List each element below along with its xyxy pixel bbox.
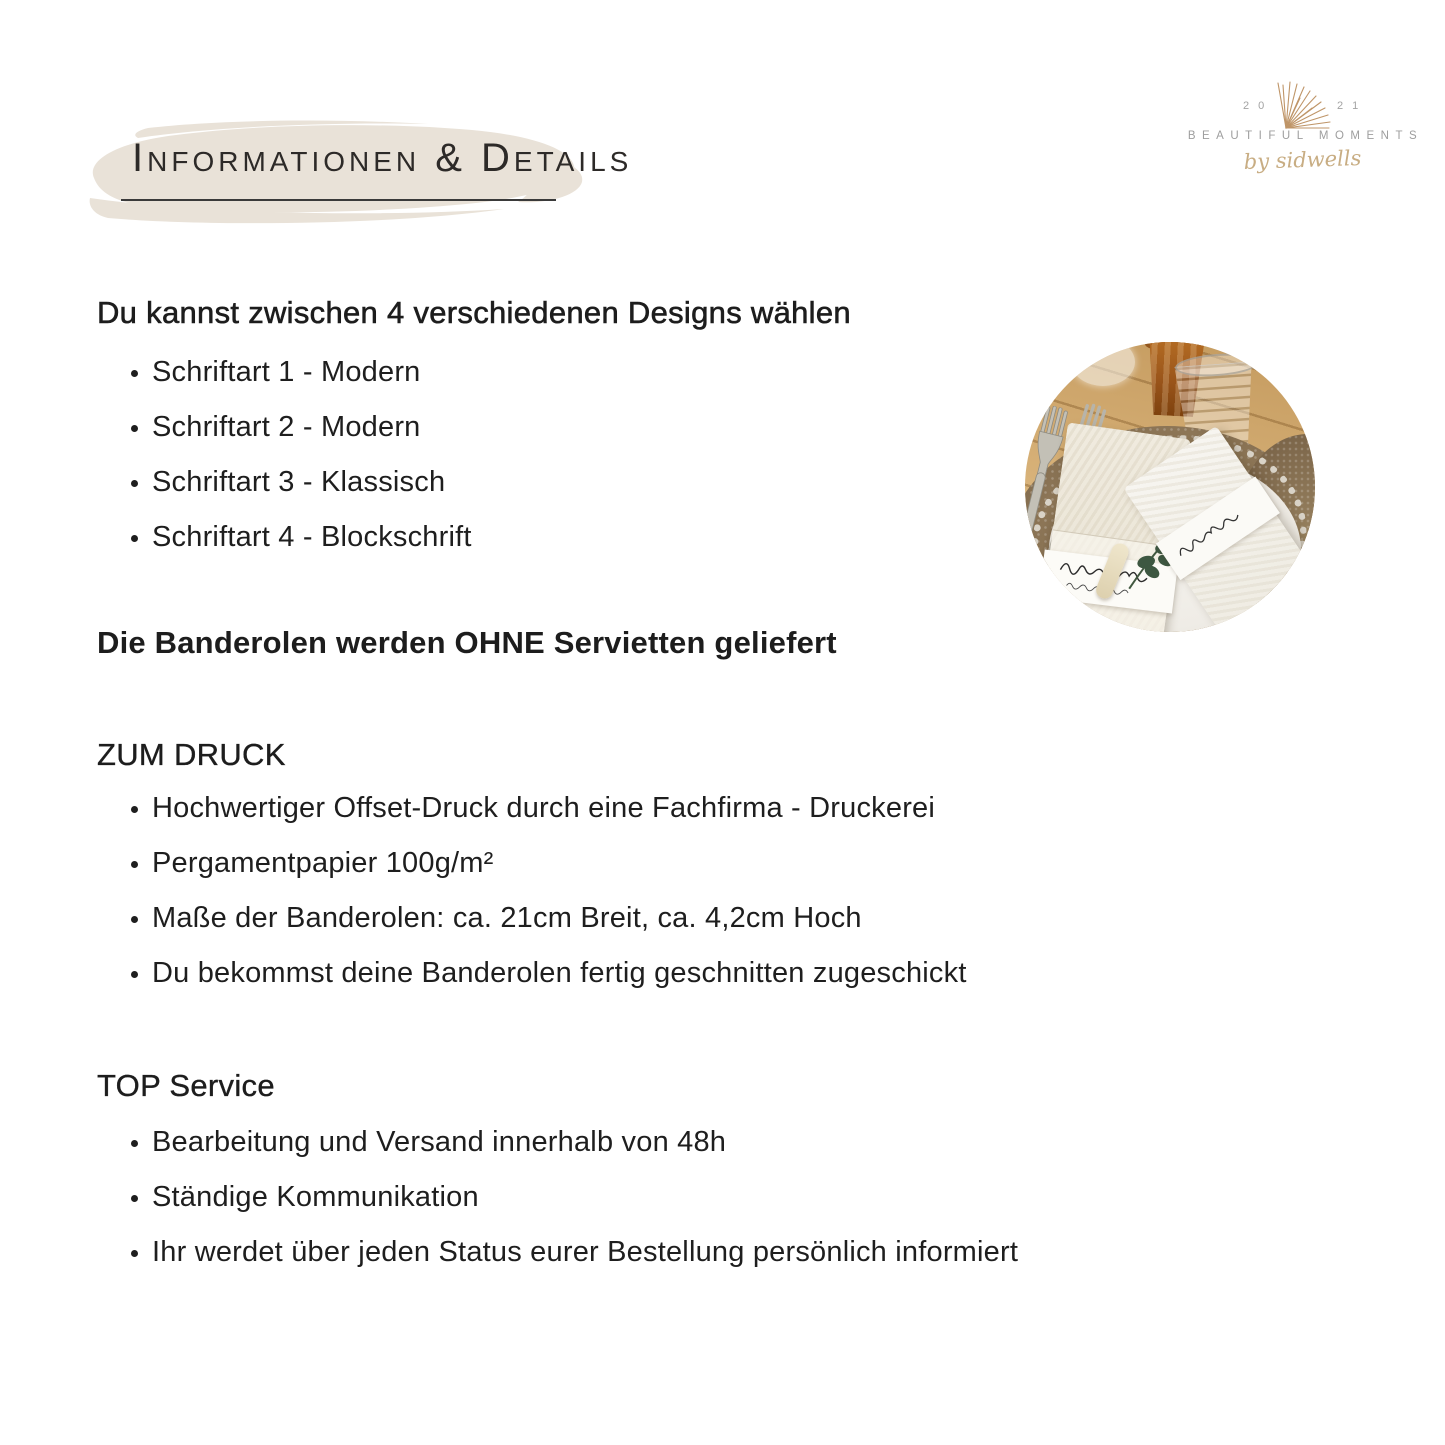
list-item: • Hochwertiger Offset-Druck durch eine Fachfirma - Druckerei — [152, 781, 1057, 836]
logo-year-right: 21 — [1337, 100, 1368, 112]
page-title: Informationen & Details — [132, 136, 633, 180]
background-glass — [1071, 342, 1135, 386]
section-heading-delivery-note: Die Banderolen werden OHNE Servietten geliefert — [97, 625, 837, 660]
table-setting-photo — [1025, 342, 1315, 632]
section-heading-service: TOP Service — [97, 1068, 275, 1103]
title-underline — [121, 199, 556, 201]
designs-list — [97, 345, 1057, 565]
list-item: • Schriftart 4 - Blockschrift — [152, 510, 1057, 565]
service-list — [97, 1115, 1057, 1280]
section-heading-print: ZUM DRUCK — [97, 737, 286, 772]
printed-banderole — [1156, 477, 1280, 581]
list-item: • Schriftart 2 - Modern — [152, 400, 1057, 455]
list-item: • Bearbeitung und Versand innerhalb von 48h — [152, 1115, 1057, 1170]
list-item: • Du bekommst deine Banderolen fertig geschnitten zugeschickt — [152, 946, 1057, 1001]
list-item: • Schriftart 1 - Modern — [152, 345, 1057, 400]
list-item: • Maße der Banderolen: ca. 21cm Breit, ca. 4,2cm Hoch — [152, 891, 1057, 946]
logo-brand-text: BEAUTIFUL MOMENTS — [1187, 130, 1424, 142]
logo-byline-script: by sidwells — [1243, 145, 1362, 175]
palm-leaf-icon — [1270, 78, 1334, 134]
brand-logo — [1180, 88, 1425, 198]
list-item: • Ständige Kommunikation — [152, 1170, 1057, 1225]
print-list — [97, 781, 1057, 1001]
logo-year-left: 20 — [1243, 100, 1274, 112]
section-heading-designs: Du kannst zwischen 4 verschiedenen Designs wählen — [97, 295, 851, 330]
script-text-decoration — [1156, 477, 1280, 581]
list-item: • Schriftart 3 - Klassisch — [152, 455, 1057, 510]
list-item: • Pergamentpapier 100g/m² — [152, 836, 1057, 891]
list-item: • Ihr werdet über jeden Status eurer Bestellung persönlich informiert — [152, 1225, 1057, 1280]
